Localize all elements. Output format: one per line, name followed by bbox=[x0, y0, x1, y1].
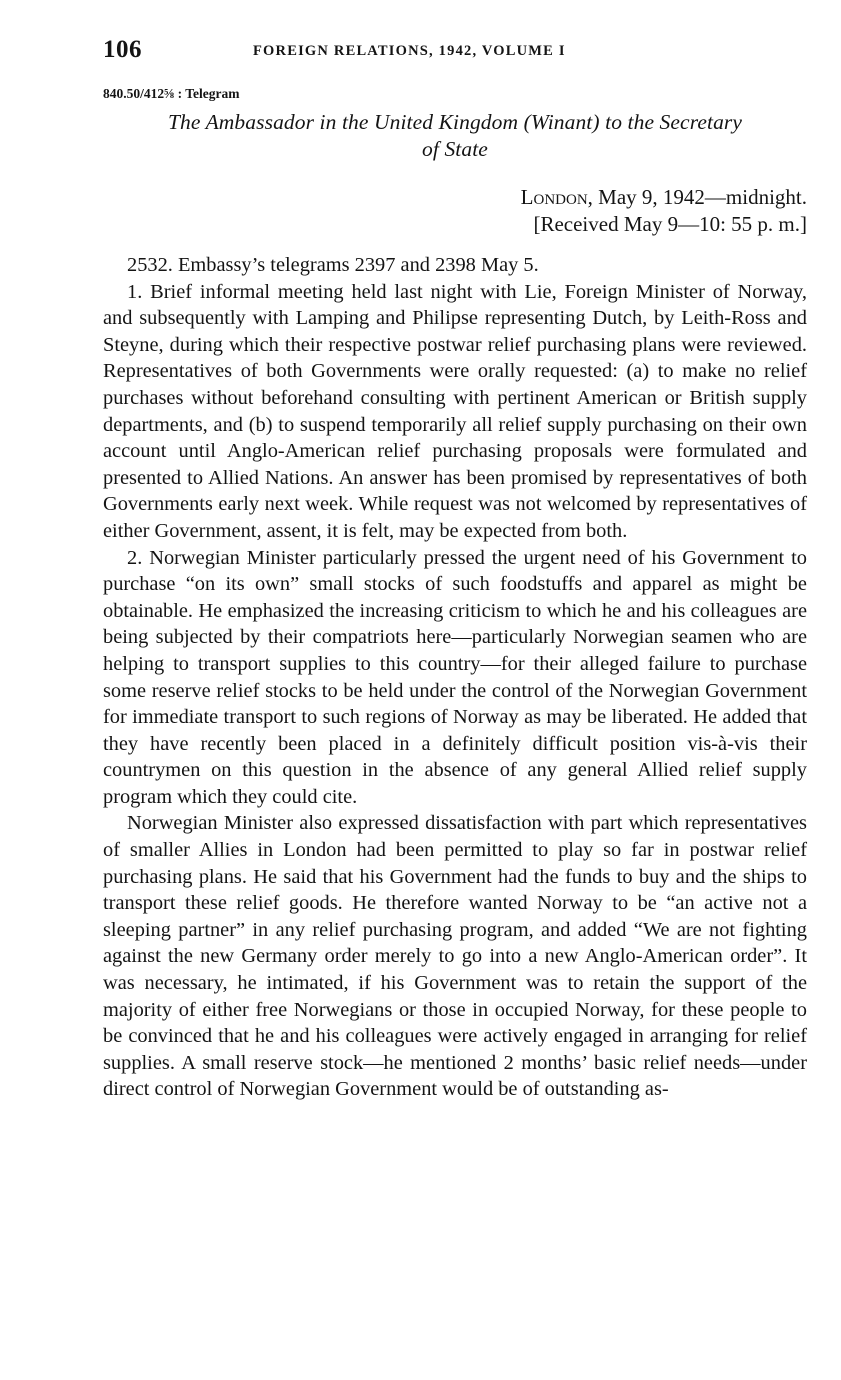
dateline-place: London bbox=[520, 185, 588, 209]
document-title-line-1: The Ambassador in the United Kingdom (Winant) to the Secretary bbox=[167, 110, 743, 134]
paragraph-2: 2. Norwegian Minister particularly pressed the urgent need of his Government to purchase “on its own” small stocks of such foodstuffs and apparel as might be obtainable. He emphasized the increasing criticism to which he and his colleagues are being subjected by their compatriots here—particularly Norwegian seamen who are helping to transport supplies to this country—for their alleged failure to purchase some reserve relief stocks to be held under the control of the Norwegian Government for immediate transport to such regions of Norway as may be liberated. He added that they have recently been placed in a definitely difficult position vis-à-vis their countrymen on this question in the absence of any general Allied relief supply program which they could cite. bbox=[103, 546, 807, 808]
dateline-date: , May 9, 1942—midnight. bbox=[587, 185, 807, 209]
paragraph-3: Norwegian Minister also expressed dissatisfaction with part which representatives of smaller Allies in London had been permitted to play so far in postwar relief purchasing plans. He said that his Government had the funds to buy and the ships to transport these relief goods. He therefore wanted Norway to be “an active not a sleeping partner” in any relief purchasing program, and added “We are not fighting against the new Germany order merely to go into a new Anglo-American order”. It was necessary, he intimated, if his Government was to retain the support of the majority of either free Norwegians or those in occupied Norway, for these people to be convinced that he and his colleagues were actively engaged in arranging for relief supplies. A small reserve stock—he mentioned 2 months’ basic relief needs—under direct control of Norwegian Government would be of outstanding as- bbox=[103, 812, 807, 1101]
received-note: [Received May 9—10: 55 p. m.] bbox=[533, 212, 807, 236]
file-number: 840.50/412⅝ : Telegram bbox=[103, 86, 240, 101]
telegram-body bbox=[103, 252, 807, 1103]
running-title: FOREIGN RELATIONS, 1942, VOLUME I bbox=[253, 43, 566, 59]
paragraph-reference: 2532. Embassy’s telegrams 2397 and 2398 May 5. bbox=[127, 254, 539, 276]
paragraph-1: 1. Brief informal meeting held last night with Lie, Foreign Minister of Norway, and subsequently with Lamping and Philipse representing Dutch, by Leith-Ross and Steyne, during which their respective postwar relief purchasing plans were reviewed. Representatives of both Governments were orally requested: (a) to make no relief purchases without beforehand consulting with pertinent American or British supply departments, and (b) to suspend temporarily all relief supply purchasing on their own account until Anglo-American relief purchasing proposals were formulated and presented to Allied Nations. An answer has been promised by representatives of both Governments early next week. While request was not welcomed by representatives of either Government, assent, it is felt, may be expected from both. bbox=[103, 280, 807, 542]
document-title-line-2: of State bbox=[422, 137, 488, 161]
running-head bbox=[103, 34, 807, 68]
document-page bbox=[103, 34, 807, 1103]
document-title bbox=[103, 109, 807, 163]
dateline bbox=[103, 184, 807, 211]
page-number: 106 bbox=[103, 36, 142, 63]
